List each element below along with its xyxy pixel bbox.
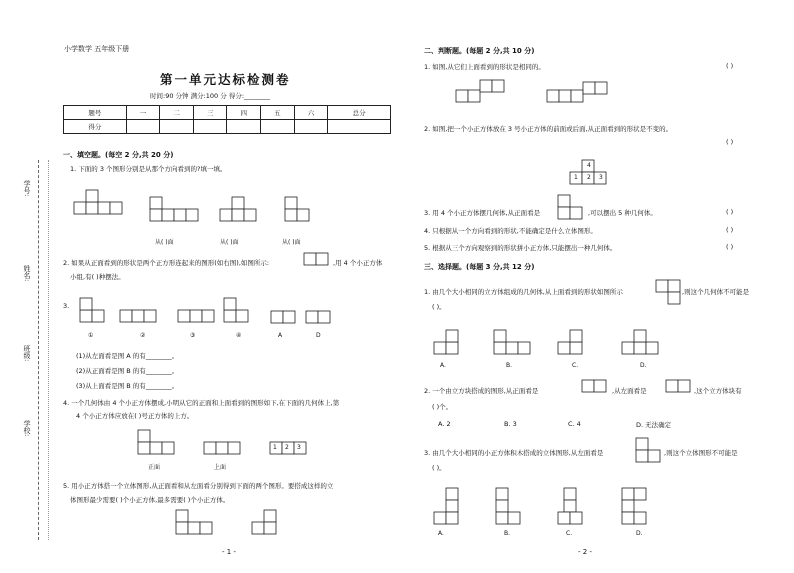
q3-figure-2 bbox=[118, 304, 168, 328]
exam-info: 时间:90 分钟 满分:100 分 得分:________ bbox=[150, 92, 271, 100]
choice-1-paren[interactable]: ( )。 bbox=[432, 303, 446, 311]
judge-2-num-3: 3 bbox=[599, 174, 603, 181]
q3-line-1: (1)从左面看是图 A 的有________。 bbox=[76, 352, 179, 360]
q3-label-d: D bbox=[316, 332, 321, 339]
question-5: 5. 用小正方体搭一个立体图形,从正面看和从左面看分别得到下面的两个图形。要搭成这样的立 bbox=[63, 482, 334, 490]
judge-3-figure bbox=[556, 193, 586, 221]
q3-line-3: (3)从上面看是图 B 的有________。 bbox=[76, 382, 179, 390]
question-3: 3. bbox=[63, 302, 70, 310]
side-label-school: 学校: bbox=[23, 420, 31, 437]
question-4-cont: 4 个小正方体应放在( )号正方体的上方。 bbox=[76, 412, 194, 420]
q3-figure-1 bbox=[78, 296, 118, 328]
judge-2: 2. 如图,把一个小正方体放在 3 号小正方体的前面或后面,从正面看到的形状是不变的。 bbox=[424, 125, 673, 133]
question-4: 4. 一个几何体由 4 个小正方体摆成,小明从它的正面和上面看到的图形如下,在下面的几何体上,第 bbox=[63, 399, 340, 407]
score-table bbox=[63, 105, 391, 134]
choice-2-option-c[interactable]: C. 4 bbox=[568, 420, 581, 428]
choice-3-option-c bbox=[556, 482, 600, 526]
choice-1-label-d[interactable]: D. bbox=[640, 362, 647, 369]
q1-3d-figure bbox=[72, 188, 132, 220]
judge-1-figure-a bbox=[452, 76, 522, 106]
q1-view-b bbox=[218, 195, 268, 221]
q4-top-view bbox=[202, 440, 248, 456]
choice-2-option-d[interactable]: D. 无法确定 bbox=[636, 421, 672, 429]
choice-2: 2. 一个由立方块搭成的图形,从正面看是 bbox=[424, 387, 539, 395]
cut-line bbox=[38, 160, 39, 540]
judge-1-figure-b bbox=[545, 80, 625, 106]
page-number-2: - 2 - bbox=[578, 548, 592, 556]
section-3-heading: 三、选择题。(每题 3 分,共 12 分) bbox=[424, 263, 535, 271]
table-row: 得分 bbox=[64, 120, 391, 134]
q4-num-2: 2 bbox=[285, 444, 289, 451]
q1-view-c bbox=[283, 195, 323, 221]
choice-1-label-b[interactable]: B. bbox=[506, 362, 513, 369]
section-2-heading: 二、判断题。(每题 2 分,共 10 分) bbox=[424, 47, 535, 55]
binding-line bbox=[48, 160, 49, 540]
choice-3-label-c[interactable]: C. bbox=[566, 530, 573, 537]
choice-2-cont: ,从左面看是 bbox=[612, 387, 647, 395]
question-5-cont: 体图形最少需要( )个小正方体,最多需要( )个小正方体。 bbox=[70, 496, 230, 504]
choice-2-left-view bbox=[664, 378, 692, 394]
q4-num-3: 3 bbox=[297, 444, 301, 451]
choice-1-option-d bbox=[620, 322, 676, 358]
q1-caption-1: 从( )面 bbox=[155, 239, 174, 246]
choice-3-left-view bbox=[634, 436, 664, 464]
choice-3-label-a[interactable]: A. bbox=[438, 530, 444, 537]
q4-front-view bbox=[136, 428, 186, 456]
choice-2-cont-2: ,这个立方体块有 bbox=[694, 387, 742, 395]
side-label-student-id: 学号: bbox=[23, 180, 31, 197]
choice-3-label-d[interactable]: D. bbox=[636, 530, 643, 537]
choice-3-cont: ,则这个立体图形不可能是 bbox=[664, 449, 738, 457]
q3-label-4: ④ bbox=[236, 332, 242, 339]
side-label-class: 班级: bbox=[23, 345, 31, 362]
q3-figure-4 bbox=[222, 292, 262, 328]
judge-5-answer[interactable]: ( ) bbox=[726, 243, 734, 251]
judge-2-answer[interactable]: ( ) bbox=[726, 138, 734, 146]
q1-view-a bbox=[148, 195, 204, 221]
table-row: 题号 一 二 三 四 五 六 总分 bbox=[64, 106, 391, 120]
choice-1-option-b bbox=[492, 322, 536, 358]
judge-1-answer[interactable]: ( ) bbox=[726, 62, 734, 70]
q3-view-d bbox=[305, 310, 335, 324]
q3-line-2: (2)从正面看是图 B 的有________。 bbox=[76, 367, 179, 375]
choice-2-front-view bbox=[580, 378, 608, 394]
judge-2-num-2: 2 bbox=[587, 174, 591, 181]
choice-1-top-view bbox=[654, 278, 682, 306]
question-2: 2. 如果从正面看到的形状是两个正方形连起来的图形(如右图),如图所示: bbox=[63, 259, 270, 267]
question-1: 1. 下面的 3 个图形分别是从那个方向看到的?填一填。 bbox=[70, 165, 227, 173]
q3-label-a: A bbox=[278, 332, 283, 339]
q1-caption-3: 从( )面 bbox=[282, 239, 301, 246]
section-1-heading: 一、填空题。(每空 2 分,共 20 分) bbox=[63, 151, 174, 159]
q3-figure-3 bbox=[176, 304, 226, 328]
question-2-end: 小组,有( )种摆法。 bbox=[70, 273, 125, 281]
q5-left-view bbox=[250, 508, 284, 536]
choice-1-label-a[interactable]: A. bbox=[440, 362, 446, 369]
judge-3-cont: ,可以摆出 5 种几何体。 bbox=[588, 209, 657, 217]
choice-2-option-a[interactable]: A. 2 bbox=[438, 420, 451, 428]
judge-1: 1. 如图,从它们上面看到的形状是相同的。 bbox=[424, 63, 545, 71]
q4-num-1: 1 bbox=[273, 444, 277, 451]
judge-3: 3. 用 4 个小正方体摆几何体,从正面看是 bbox=[424, 209, 541, 217]
judge-5: 5. 根据从三个方向观察到的形状拼小正方体,只能摆出一种几何体。 bbox=[424, 244, 617, 252]
choice-2-paren[interactable]: ( )个。 bbox=[432, 403, 453, 411]
q5-front-view bbox=[174, 508, 220, 536]
choice-1-label-c[interactable]: C. bbox=[572, 362, 579, 369]
q2-figure bbox=[303, 252, 329, 266]
judge-3-answer[interactable]: ( ) bbox=[726, 208, 734, 216]
choice-3-option-a bbox=[432, 482, 476, 526]
choice-3: 3. 由几个大小相同的小正方体积木搭成的立体图形,从左面看是 bbox=[424, 449, 604, 457]
page-number-1: - 1 - bbox=[222, 548, 236, 556]
choice-1-option-a bbox=[432, 322, 476, 358]
judge-4-answer[interactable]: ( ) bbox=[726, 226, 734, 234]
question-2-cont: ,用 4 个小正方体 bbox=[333, 259, 383, 267]
choice-3-label-b[interactable]: B. bbox=[504, 530, 511, 537]
choice-3-paren[interactable]: ( )。 bbox=[432, 464, 446, 472]
choice-3-option-b bbox=[494, 482, 538, 526]
q3-view-a bbox=[270, 310, 300, 324]
q3-label-3: ③ bbox=[190, 332, 196, 339]
judge-2-num-1: 1 bbox=[574, 174, 578, 181]
choice-1-cont: ,则这个几何体不可能是 bbox=[682, 288, 750, 296]
choice-1-option-c bbox=[556, 322, 600, 358]
q3-label-2: ② bbox=[140, 332, 146, 339]
q1-caption-2: 从( )面 bbox=[220, 239, 239, 246]
subject-header: 小学数学 五年级下册 bbox=[64, 45, 130, 53]
side-label-name: 姓名: bbox=[23, 265, 31, 282]
judge-2-num-4: 4 bbox=[587, 162, 591, 169]
choice-1: 1. 由几个大小相同的立方体组成的几何体,从上面看到的形状如图所示 bbox=[424, 288, 623, 296]
choice-3-option-d bbox=[620, 482, 670, 526]
q4-caption-top: 上面 bbox=[214, 464, 227, 471]
choice-2-option-b[interactable]: B. 3 bbox=[504, 420, 517, 428]
q4-caption-front: 正面 bbox=[148, 464, 161, 471]
judge-4: 4. 只根据从一个方向看到的形状,不能确定是什么立体图形。 bbox=[424, 227, 597, 235]
q3-label-1: ① bbox=[88, 332, 94, 339]
exam-title: 第一单元达标检测卷 bbox=[160, 72, 291, 87]
